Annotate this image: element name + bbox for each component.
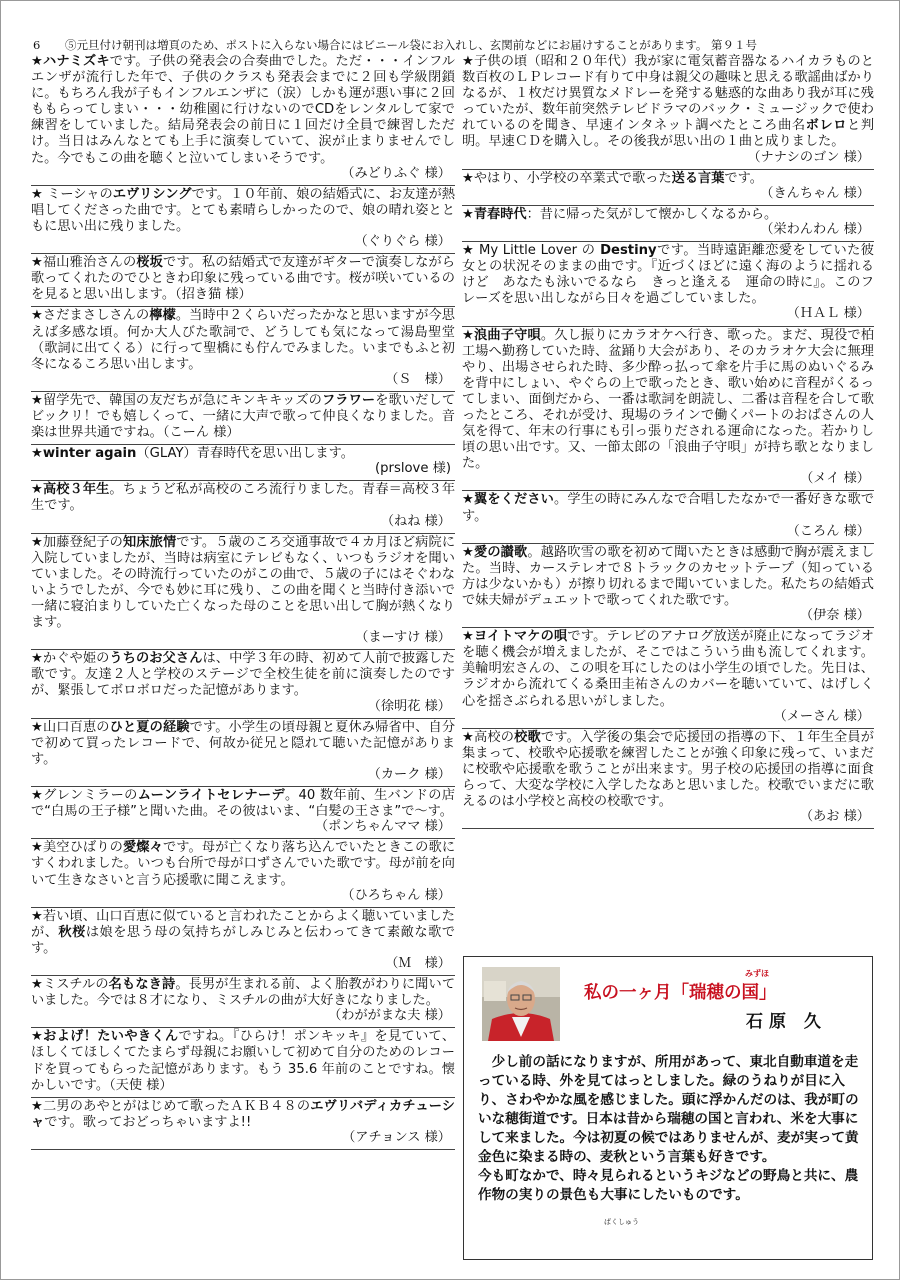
entry-lead: ★ ミーシャの — [31, 186, 113, 202]
request-entry — [462, 53, 874, 170]
song-title: Destiny — [600, 243, 657, 259]
essay-box — [463, 956, 873, 1260]
song-title: 高校３年生 — [42, 482, 110, 498]
author-photo — [482, 967, 560, 1041]
song-title: 檸檬 — [149, 308, 176, 324]
entry-lead: ★留学先で、韓国の友だちが急にキンキキッズの — [31, 392, 322, 408]
song-title: winter again — [42, 446, 137, 462]
page-number: 6 — [33, 38, 41, 52]
entry-signature: （Ｍ 様） — [385, 955, 451, 971]
song-title: ムーンライトセレナーデ — [137, 788, 285, 804]
entry-lead: ★ — [31, 1029, 44, 1045]
entry-signature: （ころん 様） — [786, 523, 870, 539]
song-title: およげ！たいやきくん — [43, 1029, 179, 1045]
entry-text — [31, 909, 455, 957]
song-title: 送る言葉 — [671, 170, 725, 186]
essay-title-text: 私の一ヶ月「瑞穂の国」 — [584, 983, 777, 1003]
entry-text — [31, 482, 455, 514]
song-title: 浪曲子守唄 — [474, 327, 541, 343]
entry-lead: ★福山雅治さんの — [31, 255, 137, 271]
entry-body: ですね。『ひらけ！ポンキッキ』を見ていて、ほしくてほしくてたまらず母親にお願いして初めて自分のためのレコードを買ってもらった記憶があります。もう 35.6 年前のことですね。懐かしいです。（天使 様） — [31, 1029, 456, 1093]
delivery-notice: ⑤元旦付け朝刊は増頁のため、ポストに入らない場合にはビニール袋にお入れし、玄関前などにお届けすることがあります。 第９１号 — [65, 38, 758, 52]
request-entry — [462, 628, 874, 729]
request-entry — [462, 491, 874, 543]
entry-signature: （わががまな夫 様） — [328, 1008, 451, 1024]
entry-lead: ★高校の — [462, 729, 515, 745]
entry-body: 。越路吹雪の歌を初めて聞いたときは感動で胸が震えました。当時、カーステレオで８トラックのカセットテープ（知っている方は少ないかも）が擦り切れるまで聞いていました。私たちの結婚式で妹夫婦がデュエットで歌ってくれた歌です。 — [462, 544, 875, 608]
entry-signature: （アチョンス 様） — [342, 1129, 451, 1145]
request-entry — [31, 1098, 455, 1150]
song-title: フラワー — [321, 392, 376, 408]
entry-signature: （メーさん 様） — [773, 708, 870, 724]
entry-text — [462, 730, 874, 810]
entry-signature: （ＨＡＬ 様） — [786, 306, 870, 322]
entry-text — [31, 1029, 455, 1093]
essay-author: 石原 久 — [746, 1012, 827, 1032]
entry-body: は娘を思う母の気持ちがしみじみと伝わってきて素敵な歌です。 — [31, 924, 456, 956]
entry-text — [31, 977, 455, 1009]
request-entry — [31, 53, 455, 186]
entry-body: ：昔に帰った気がして懐かしくなるから。 — [526, 206, 778, 222]
request-entry — [31, 1028, 455, 1097]
entry-text — [462, 243, 874, 307]
entry-body: と判明。早速ＣＤを購入し。その後我が思い出の１曲と成りました。 — [462, 118, 875, 150]
request-entry — [31, 839, 455, 907]
entry-lead: ★さだまさしさんの — [31, 308, 150, 324]
entry-text — [462, 207, 874, 223]
entry-lead: ★ — [462, 492, 474, 508]
request-entry — [462, 544, 874, 628]
entry-signature: （ねね 様） — [380, 513, 451, 529]
song-title: 名もなき詩 — [108, 977, 176, 993]
entry-signature: （ひろちゃん 様） — [341, 887, 451, 903]
entry-text — [31, 651, 455, 699]
entry-text — [31, 187, 455, 235]
entry-text — [462, 492, 874, 524]
title-ruby: みずほ — [745, 969, 769, 978]
entry-lead: ★ミスチルの — [31, 977, 109, 993]
entry-signature: （みどりふぐ 様） — [341, 165, 451, 181]
entry-body: 。学生の時にみんなで合唱したなかで一番好きな歌です。 — [462, 492, 875, 524]
song-title: 校歌 — [514, 729, 541, 745]
entry-text — [31, 788, 455, 820]
request-entry — [31, 481, 455, 533]
request-entry — [31, 787, 455, 839]
song-title: 青春時代 — [473, 206, 527, 222]
song-title: 桜坂 — [136, 255, 163, 271]
entry-text — [31, 1099, 455, 1131]
entry-body: です。入学後の集会で応援団の指導の下、１年生全員が集まって、校歌や応援歌を練習したことが強く印象に残って、いまだに校歌や応援歌を歌うことが出来ます。男子校の応援団の指導に面食らって、大変な学校に入学したなあと思いました。校歌でいまだに歌えるのは小学校と高校の校歌です。 — [462, 729, 874, 810]
entry-signature: (prslove 様) — [375, 461, 451, 477]
entry-body: です。当時遠距離恋愛をしていた彼女との状況そのままの曲です。『近づくほどに遠く海のように揺れるけど あなたも泳いでるなら きっと逢える 運命の時に』。このフレーズを思い出しながら日々を過ごしていました。 — [462, 243, 874, 307]
essay-paragraph-2: 今も町なかで、時々見られるというキジなどの野鳥と共に、農作物の実りの景色も大事にしたいものです。 — [478, 1168, 859, 1203]
entry-body: を歌いだしてビックリ！でも嬉しくって、一緒に大声で歌って仲良くなりました。音楽は世界共通ですね。（こーん 様） — [31, 392, 456, 441]
entry-body: です。１０年前、娘の結婚式に、お友達が熱唱してくださった曲です。とても素晴らしかったので、娘の晴れ姿とともに思い出に残りました。 — [31, 186, 455, 234]
entry-text — [462, 629, 874, 709]
entry-signature: （徐明花 様） — [367, 698, 451, 714]
entry-signature: （まーすけ 様） — [355, 630, 451, 646]
entry-body: （GLAY）青春時代を思い出します。 — [136, 446, 354, 462]
request-entry — [462, 327, 874, 492]
entry-body: 。ちょうど私が高校のころ流行りました。青春＝高校３年生です。 — [31, 482, 456, 514]
entry-body: です。小学生の頃母親と夏休み帰省中、自分で初めて買ったレコードで、何故か従兄と隠れて聴いた記憶があります。 — [31, 719, 456, 767]
entry-lead: ★二男のあやとがはじめて歌ったＡＫＢ４８の — [31, 1098, 311, 1114]
entry-body: は、中学３年の時、初めて人前で披露した歌です。友達２人と学校のステージで全校生徒を前に演奏したのですが、緊張してボロボロだった記憶があります。 — [31, 651, 456, 699]
entry-body: 。40 数年前、生バンドの店で“白馬の王子様”と聞いた曲。その彼はいま、“白髪の王さま”で～す。 — [31, 788, 455, 820]
entry-lead: ★山口百恵の — [31, 719, 110, 735]
request-entry — [462, 242, 874, 326]
song-title: ひと夏の経験 — [109, 719, 190, 735]
song-title: ハナミズキ — [42, 54, 110, 69]
entry-body: 。久し振りにカラオケへ行き、歌った。まだ、現役で柏工場へ勤務していた時、盆踊り大会があり、そのカラオケ大会に無理やり、出場させられた時、多少酔っ払って傘を片手に馬のぬいぐるみを背中にしょい、やぐらの上で歌ったとき、歌い始めに音程がくるってしまい、面倒だから、一番は歌詞を朗読し、二番は音程を合して歌ったところ、それが受け、現場のラインで働くパートのおばさんの人気を得て、年末の行事にも引っ張りだされる運命になった。若かりし頃の思い出です。又、一節太郎の「浪曲子守唄」が持ち歌となりました。 — [462, 327, 874, 472]
entry-signature: （カーク 様） — [367, 766, 451, 782]
entry-body: です。母が亡くなり落ち込んでいたときこの歌にすくわれました。いつも台所で母が口ずさんでいた歌です。母が前を向いて生きなさいと言う応援歌に聞こえます。 — [31, 840, 456, 888]
request-entry — [31, 186, 455, 254]
page-header — [33, 37, 869, 53]
song-title: エヴリバディカチューシャ — [31, 1098, 455, 1130]
entry-lead: ★ My Little Lover の — [462, 243, 601, 259]
entry-signature: （あお 様） — [799, 809, 870, 825]
entry-signature: （ぐりぐら 様） — [354, 234, 451, 250]
entry-lead: ★若い頃、山口百恵に似ていると言われたことからよく聴いていましたが、 — [31, 908, 455, 940]
entry-text — [462, 328, 874, 473]
request-entry — [31, 650, 455, 718]
right-column — [462, 53, 874, 829]
entry-text — [31, 720, 455, 768]
left-column — [31, 53, 455, 1150]
entry-signature: （ポンちゃんママ 様） — [314, 819, 451, 835]
entry-body: です。５歳のころ交通事故で４カ月ほど病院に入院していましたが、当時は病室にテレビもなく、いつもラジオを聞いていました。その時流行っていたのがこの曲で、５歳の子にはそぐわないようでしたが、今でも妙に耳に残り、この曲を聞くと当時付き添いで一緒に寝泊まりしていた亡くなった母のことを思い出して胸が熱くなります。 — [31, 534, 456, 631]
request-entry — [31, 976, 455, 1028]
request-entry — [462, 170, 874, 206]
entry-lead: ★ — [31, 482, 43, 498]
entry-body: です。 — [724, 170, 763, 186]
entry-body: 。長男が生まれる前、よく胎教がわりに聞いていました。今では８才になり、ミスチルの曲が大好きになりました。 — [31, 977, 456, 1009]
entry-signature: （メイ 様） — [800, 471, 870, 487]
song-title: 愛燦々 — [122, 840, 163, 856]
entry-text — [462, 171, 874, 187]
entry-lead: ★子供の頃（昭和２０年代）我が家に電気蓄音器なるハイカラものと数百枚のＬＰレコード有りて中身は親父の趣味と思える歌謡曲ばかりなるが、１枚だけ異質なメドレーを発する魅惑的な曲あり我が耳に残っていたが、数年前突然テレビドラマのバック・ミュージックで使われているのを聞き、早速インタネット調べたところ曲名 — [462, 54, 874, 134]
entry-lead: ★加藤登紀子の — [31, 534, 123, 550]
entry-text — [31, 535, 455, 632]
entry-body: です。歌っておどっちゃいますよ!! — [44, 1114, 252, 1130]
request-entry — [31, 392, 455, 445]
song-title: 愛の讃歌 — [473, 544, 528, 560]
song-title: ボレロ — [805, 118, 848, 134]
entry-lead: ★ — [31, 446, 43, 462]
request-entry — [31, 908, 455, 976]
entry-lead: ★グレンミラーの — [31, 788, 138, 804]
entry-lead: ★ — [462, 206, 474, 222]
request-entry — [31, 719, 455, 787]
entry-text — [462, 545, 874, 609]
song-title: 知床旅情 — [122, 534, 177, 550]
song-title: ヨイトマケの唄 — [474, 629, 568, 645]
entry-body: です。テレビのアナログ放送が廃止になってラジオを聴く機会が増えましたが、そこではこういう曲も流してくれます。美輪明宏さんの、この唄を耳にしたのは小学生の頃でした。先日は、ラジオから流れてくる桑田圭祐さんのカバーを聴いていて、はげしく心を揺さぶられる思いがしました。 — [462, 629, 874, 709]
request-entry — [31, 534, 455, 651]
essay-paragraph-1: 少し前の話になりますが、所用があって、東北自動車道を走っている時、外を見てはっとしました。緑のうねりが目に入り、さわやかな風を感じました。頭に浮かんだのは、我が町のいな穂街道です。日本は昔から瑞穂の国と言われ、米を大事にして来ました。今は初夏の候ではありませんが、麦が実って黄金色に染まる時の、麦秋という言葉も好きです。 — [478, 1054, 859, 1165]
song-title: エヴリシング — [112, 186, 192, 202]
request-entry — [462, 206, 874, 242]
song-title: 秋桜 — [58, 924, 86, 940]
entry-lead: ★美空ひばりの — [31, 840, 123, 856]
entry-signature: （ナナシのゴン 様） — [747, 149, 870, 165]
entry-text — [31, 54, 455, 167]
entry-signature: （きんちゃん 様） — [760, 185, 870, 201]
mugi-ruby: ばくしゅう — [604, 1218, 639, 1226]
request-entry — [462, 729, 874, 830]
request-entry — [31, 307, 455, 391]
entry-text — [31, 308, 455, 372]
essay-body — [478, 1053, 862, 1226]
entry-lead: ★ — [462, 544, 474, 560]
entry-text — [31, 255, 455, 303]
entry-signature: （栄わんわん 様） — [760, 221, 870, 237]
entry-text — [31, 840, 455, 888]
essay-title — [584, 969, 777, 1004]
entry-lead: ★かぐや姫の — [31, 651, 110, 667]
entry-lead: ★ — [462, 629, 475, 645]
entry-body: です。子供の発表会の合奏曲でした。ただ・・・インフルエンザが流行した年で、子供のクラスも発表会までに２回も学級閉鎖に。もちろん我が子もインフルエンザに（涙）しかも運が悪い事に２回ももらってしまい・・・幼稚園に行けないのでCDをレンタルして家で練習をしていました。結局発表会の前日に１回だけ全員で練習しただけ。当日はみんなとても上手に演奏していて、涙が止まりませんでした。今でもこの曲を聴くと泣いてしまいそうです。 — [31, 54, 455, 166]
song-title: うちのお父さん — [109, 651, 203, 667]
entry-text — [31, 393, 455, 441]
request-entry — [31, 254, 455, 307]
request-entry — [31, 445, 455, 481]
entry-text — [462, 54, 874, 151]
entry-lead: ★ — [31, 54, 43, 69]
entry-body: です。私の結婚式で友達がギターで演奏しながら歌ってくれたのでひときわ印象に残っている曲です。桜が咲いているのを見ると思い出します。（招き猫 様） — [31, 255, 455, 303]
entry-body: 。当時中２くらいだったかなと思いますが今思えば多感な頃。何か大人びた歌詞で、どうしても気になって湯島聖堂（歌詞に出てくる）に行って聖橋にも佇んでみました。いまでもふと初冬になるころ思い出します。 — [31, 308, 455, 372]
entry-lead: ★ — [462, 327, 474, 343]
song-title: 翼をください — [473, 492, 555, 508]
entry-text — [31, 446, 455, 462]
entry-signature: （伊奈 様） — [799, 608, 870, 624]
entry-signature: （Ｓ 様） — [385, 371, 451, 387]
entry-lead: ★やはり、小学校の卒業式で歌った — [462, 170, 672, 186]
